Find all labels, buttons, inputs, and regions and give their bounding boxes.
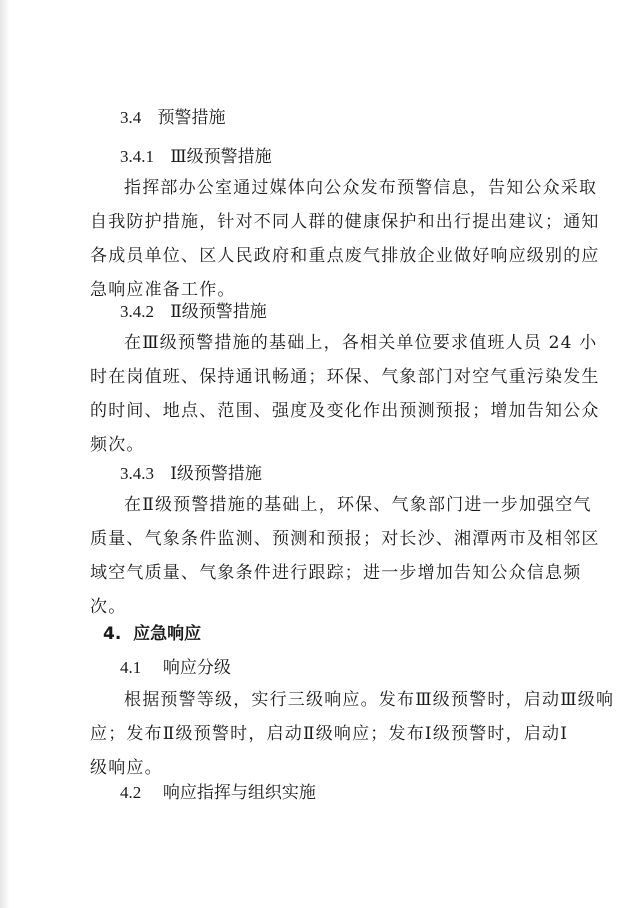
paragraph-line: 根据预警等级，实行三级响应。发布Ⅲ级预警时，启动Ⅲ级响 <box>124 690 615 710</box>
section-heading-3-4-1 <box>120 145 272 169</box>
paragraph-line: 各成员单位、区人民政府和重点废气排放企业做好响应级别的应 <box>90 246 600 266</box>
paragraph-line: 在Ⅱ级预警措施的基础上，环保、气象部门进一步加强空气 <box>124 495 592 515</box>
section-heading-4-1 <box>120 656 231 680</box>
section-number: 3.4.2 <box>120 302 154 321</box>
paragraph-line: 级响应。 <box>90 758 163 778</box>
section-title: 预警措施 <box>157 108 226 128</box>
scan-edge-shadow <box>0 0 10 908</box>
paragraph-line: 指挥部办公室通过媒体向公众发布预警信息，告知公众采取 <box>124 178 598 198</box>
section-heading-3-4-3 <box>120 462 262 486</box>
section-title: Ⅲ级预警措施 <box>170 147 272 167</box>
paragraph-3-4-3 <box>90 488 600 624</box>
section-number: 3.4.3 <box>120 464 154 483</box>
section-number: 4.1 <box>120 658 142 677</box>
paragraph-3-4-2 <box>90 326 600 462</box>
section-heading-4-2 <box>120 781 316 805</box>
section-number: 4. <box>103 624 122 644</box>
paragraph-line: 质量、气象条件监测、预测和预报；对长沙、湘潭两市及相邻区 <box>90 529 600 549</box>
paragraph-line: 时在岗值班、保持通讯畅通；环保、气象部门对空气重污染发生 <box>90 367 600 387</box>
paragraph-line: 自我防护措施，针对不同人群的健康保护和出行提出建议；通知 <box>90 212 600 232</box>
paragraph-line: 应；发布Ⅱ级预警时，启动Ⅱ级响应；发布Ⅰ级预警时，启动Ⅰ <box>90 724 569 744</box>
paragraph-line: 的时间、地点、范围、强度及变化作出预测预报；增加告知公众 <box>90 401 600 421</box>
paragraph-line: 在Ⅲ级预警措施的基础上，各相关单位要求值班人员 24 小 <box>124 333 598 353</box>
section-number: 3.4 <box>120 108 142 127</box>
section-title: 响应指挥与组织实施 <box>162 783 316 803</box>
section-title: Ⅰ级预警措施 <box>170 464 262 484</box>
paragraph-3-4-1 <box>90 171 600 307</box>
section-heading-4 <box>103 622 201 646</box>
paragraph-4-1 <box>90 683 615 785</box>
section-heading-3-4-2 <box>120 300 267 324</box>
section-number: 4.2 <box>120 783 142 802</box>
section-title: 应急响应 <box>133 624 202 644</box>
section-title: 响应分级 <box>162 658 231 678</box>
section-number: 3.4.1 <box>120 147 154 166</box>
paragraph-line: 次。 <box>90 597 127 617</box>
section-heading-3-4 <box>120 106 225 130</box>
paragraph-line: 域空气质量、气象条件进行跟踪；进一步增加告知公众信息频 <box>90 563 582 583</box>
paragraph-line: 频次。 <box>90 435 145 455</box>
paragraph-line: 急响应准备工作。 <box>90 280 236 300</box>
section-title: Ⅱ级预警措施 <box>170 302 267 322</box>
